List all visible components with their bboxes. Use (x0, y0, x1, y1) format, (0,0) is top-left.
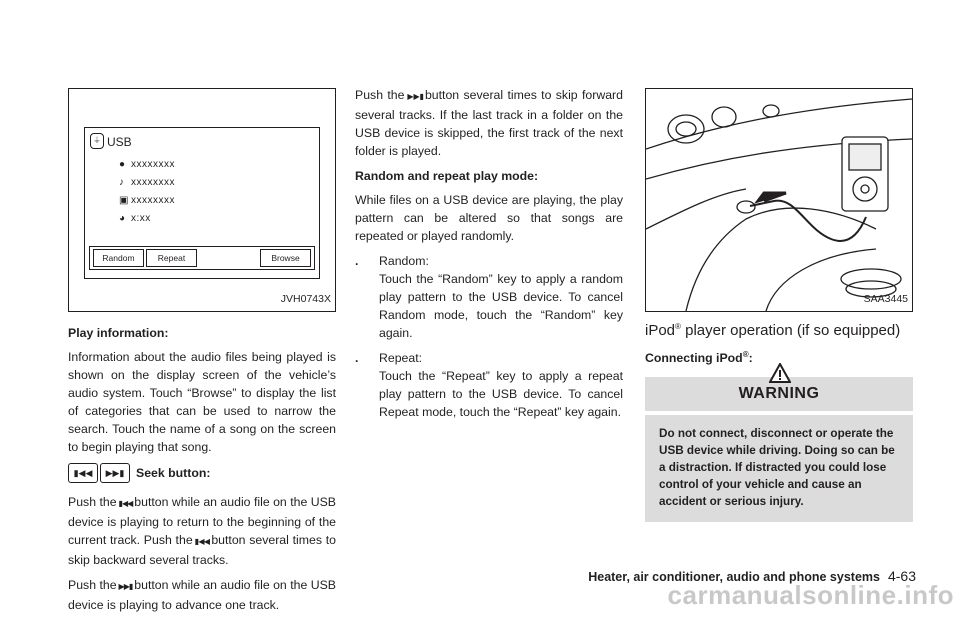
text-span: button while an audio file on the USB device is playing to advance one track. (68, 578, 336, 612)
info-row-text: xxxxxxxx (131, 177, 175, 188)
screen-button-bar (89, 246, 315, 270)
usb-screen-title: USB (107, 135, 132, 149)
info-row-artist (119, 156, 175, 174)
seek-heading: Seek button: (136, 466, 211, 480)
random-bullet (355, 252, 623, 270)
footer-section-title: Heater, air conditioner, audio and phone systems (588, 570, 880, 584)
play-info-paragraph: Information about the audio files being played is shown on the display screen of the vehicle’s audio system. Touch “Browse” to display the list of categories that can be used to narrow the search. Touch the name of a song on the screen to begin playing that song. (68, 350, 336, 454)
info-row-text: x:xx (131, 213, 151, 224)
ipod-connection-figure (645, 88, 913, 312)
registered-mark: ® (675, 322, 681, 331)
seek-back-button-icon: ▮◀◀ (68, 463, 98, 483)
text-span: iPod (645, 322, 676, 339)
column-right (645, 88, 913, 522)
mode-paragraph: While files on a USB device are playing, the play pattern can be altered so that songs are repeated or played randomly. (355, 193, 623, 243)
seek-forward-button-icon: ▶▶▮ (100, 463, 130, 483)
info-row-song (119, 174, 175, 192)
text-span: player operation (if so equipped) (680, 322, 901, 339)
text-span: button several times to skip backward several tracks. (68, 533, 336, 567)
text-span: Push the (68, 495, 117, 509)
repeat-paragraph: Touch the “Repeat” key to apply a repeat play pattern to the USB device. To cancel Repeat mode, touch the “Repeat” key again. (379, 369, 623, 419)
seek-back-icon: ▮◀◀ (118, 499, 133, 508)
clock-icon: ◕ (119, 213, 126, 224)
info-row-text: xxxxxxxx (131, 195, 175, 206)
column-left (68, 88, 336, 621)
music-note-icon: ♪ (119, 177, 125, 188)
random-button[interactable]: Random (93, 249, 144, 267)
column-middle (355, 86, 623, 428)
usb-icon: ⏚ (90, 133, 104, 149)
figure-code: SAA3445 (863, 293, 908, 305)
info-row-folder (119, 192, 175, 210)
usb-screen-figure (68, 88, 336, 312)
ipod-section-title (645, 318, 913, 340)
repeat-button[interactable]: Repeat (146, 249, 197, 267)
page-number: 4-63 (887, 568, 916, 584)
seek-paragraph-1 (68, 493, 336, 569)
artist-icon: ● (119, 159, 126, 170)
usb-display-screen (84, 127, 320, 279)
text-span: : (748, 351, 753, 366)
seek-heading-row (68, 463, 336, 483)
seek-forward-icon: ▶▶▮ (406, 92, 423, 101)
mode-heading: Random and repeat play mode: (355, 169, 539, 183)
play-info-heading: Play information: (68, 326, 169, 340)
text-span: button several times to skip forward several tracks. If the last track in a folder on the USB device is skipped, the first track of the next folder is played. (355, 88, 623, 158)
skip-forward-paragraph (355, 86, 623, 160)
info-row-time (119, 210, 151, 228)
seek-forward-icon: ▶▶▮ (118, 582, 133, 591)
warning-label: WARNING (738, 385, 820, 403)
bullet-mark: . (355, 351, 359, 365)
repeat-bullet (355, 349, 623, 367)
text-span: Push the (355, 88, 405, 102)
browse-button[interactable]: Browse (260, 249, 311, 267)
repeat-label: Repeat: (379, 351, 423, 365)
seek-back-icon: ▮◀◀ (194, 537, 210, 546)
text-span: Connecting iPod (645, 351, 743, 366)
warning-body: Do not connect, disconnect or operate the USB device while driving. Doing so can be a distraction. If distracted you could lose control of your vehicle and cause an accident or serious injury. (645, 415, 913, 522)
random-label: Random: (379, 254, 429, 268)
figure-code: JVH0743X (280, 293, 331, 305)
random-paragraph: Touch the “Random” key to apply a random play pattern to the USB device. To cancel Random mode, touch the “Random” key again. (379, 272, 623, 340)
warning-header (645, 377, 913, 411)
ipod-connection-illustration (646, 89, 912, 311)
info-row-text: xxxxxxxx (131, 159, 175, 170)
registered-mark: ® (742, 350, 749, 359)
warning-icon (769, 363, 791, 383)
bullet-mark: . (355, 254, 359, 268)
text-span: Push the (68, 578, 117, 592)
text-span: button while an audio file on the USB device is playing to return to the beginning of the current track. Push the (68, 495, 336, 547)
folder-icon: ▣ (119, 195, 129, 206)
seek-paragraph-2 (68, 576, 336, 614)
watermark: carmanualsonline.info (667, 580, 954, 610)
